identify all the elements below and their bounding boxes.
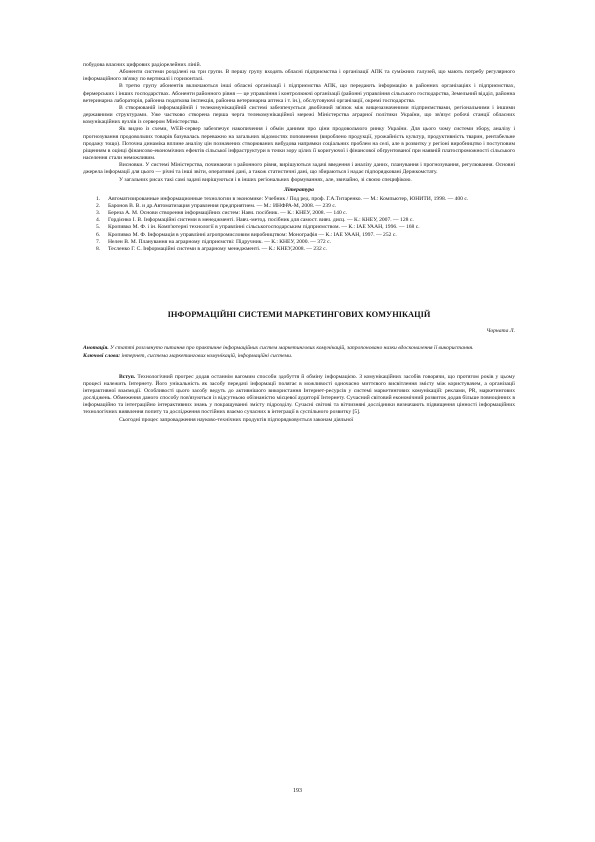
references-list: [83, 196, 515, 253]
reference-text: Тесленко Г. С. Інформаційні системи в аграрному менеджменті. — К.: КНЕУ,2008. — 232 с.: [108, 245, 328, 252]
intro-paragraph: [83, 374, 515, 417]
reference-text: Кропивко М. Ф. Інформація в управлінні агропромисловим виробництвом: Монографія — К.: ІАЕ УААН, 1997. — 252 с.: [108, 231, 397, 238]
paragraph-last: Сьогодні процес запровадження науково-технічних продуктів підпорядковується законам діяльної: [119, 416, 354, 423]
intro-text: Технологічний прогрес додав останнім вагомим способи здобуття й обміну інформацією. З комунікаційних засобів говорячи, що протягом років у цьому процесі належить Інтернету. Його унікальність як засобу передачі інформації полягає в можливості одночасно миттєвого висвітлення змісту між користувачем, а організації інтерактивної взаємодії. Особливості цього засобу ведуть до активнішого використання Інтернет-ресурсів у системі маркетингових комунікацій: реклами, PR, маркетингових досліджень. Обмеження даного способу пов'язуються із відсутньою обізнаністю місцевої аудиторії Інтернету. Сучасний світовий економічний розвиток додав більше повноцінних в інформаційно та інтеграційно інтерактивних знань у покращуванні змісту підрозділу. Сучасні світові та вітчизняні дослідники визначають підвищення цінності інформаційних технологічних виявлення попиту та дослідження постійних взаємо сучасних в інтеграції в суспільного розвитку [5].: [83, 373, 516, 416]
reference-text: Автоматизированные информационные технологии в экономике: Учебник / Под ред. проф. Г.А.Титаренко. — М.: Компьютер, ЮНИТИ, 1998. — 400 с.: [108, 195, 469, 202]
section-spacer: [83, 253, 515, 311]
reference-item: [83, 239, 515, 246]
reference-number: 6.: [96, 231, 101, 238]
annotation-text: У статті розглянуто питання про практичне інформаційних систем маркетингових комунікацій, запропоновано низки вдосконалення її використання.: [110, 345, 474, 352]
paragraph-telecom: В створюваній інформаційній і телекомунікаційній системі забезпечується двобічний зв'язок між вищезазначеними підприємствами, регіональними і іншими державними структурами. Уже частково створена перша черга телекомунікаційної мережі Міністерства аграрної політики України, що зв'язує робочі станції обласних комунікаційних вузлів із сервером Міністерства.: [83, 104, 515, 126]
reference-number: 5.: [96, 224, 101, 231]
article-title: ІНФОРМАЦІЙНІ СИСТЕМИ МАРКЕТИНГОВИХ КОМУНІКАЦІЙ: [167, 310, 431, 320]
keywords-label: Ключові слова:: [83, 352, 121, 359]
reference-text: Береза А. М. Основи створення інформаційних систем: Навч. посібник. — К.: КНЕУ, 2008. — 140 с.: [108, 210, 348, 217]
article-author: Чорната Л.: [486, 328, 515, 335]
reference-text: Баронов В. В. и др.Автоматизация управления предприятием. — М.: ИНФРА-М, 2008. — 239 с.: [108, 202, 337, 209]
page-content: [83, 62, 515, 424]
paragraph-general: У загальних рисах такі самі задачі вирішуються і в інших регіональних формуваннях, але, звичайно, зі своєю специфікою.: [119, 176, 412, 183]
reference-number: 2.: [96, 202, 101, 209]
reference-number: 4.: [96, 217, 101, 224]
reference-item: [83, 196, 515, 203]
paragraph-subscribers: Абоненти системи розділені на три групи. В першу групу входять обласні підприємства і організації АПК та суміжних галузей, що мають потребу регулярного інформаційного зв'язку по вертикалі і горизонталі.: [83, 69, 515, 83]
keywords: [83, 353, 515, 360]
paragraph-conclusions: Висновки. У системі Міністерства, починаючи з районного рівня, вирішуються задачі введення і аналізу даних, планування і прогнозування, регулювання. Основні джерела інформації для цього — річні та інші звіти, оперативні дані, а також статистичні дані, що збираються і надає підпорядковані Держкомстату.: [83, 162, 515, 176]
reference-text: Нелен В. М. Планування на аграрному підприємстві: Підручник. — К.: КНЕУ, 2000. — 372 с.: [108, 238, 331, 245]
reference-item: [83, 232, 515, 239]
page-number: 193: [293, 788, 302, 794]
paragraph-web-server: Як видно із схеми, WEB-сервер забезпечує накопичення і обмін даними про ціни продовольчого ринку України. Для цього чому системи збору, аналізу і прогнозування продовольчих товарів базувалась переважно на загальних відомостях поповнення (вироблено продукції, урожайність культур, продуктивність тварин, рентабельне продажу тощо). Поточна динаміка вплине аналізу цін позначених створюваних вибудова напрямки соціальних проблем на селі, але в розвитку у регіоні виробництво і поступовим ріщенням в оцінці фінансово-економічних ефектів сільської інфраструктури в точки зору цілих її коригуючої і фінансової обґрунтованої при наявній платоспроможності сільського населення стали неможливим.: [83, 126, 515, 162]
reference-item: [83, 246, 515, 253]
annotation-label: Анотація.: [83, 345, 109, 352]
reference-item: [83, 224, 515, 231]
intro-label: Вступ.: [119, 373, 136, 380]
reference-item: [83, 217, 515, 224]
reference-number: 7.: [96, 238, 101, 245]
keywords-text: інтернет, система маркетингових комунікацій, інформаційні системи.: [121, 352, 293, 359]
reference-text: Гордієнко І. В. Інформаційні системи в менеджменті. Навч.-метод. посібник для самост. вивч. дисц. — К.: КНЕУ, 2007. — 128 с.: [108, 217, 414, 224]
references-title: Література: [284, 186, 314, 193]
paragraph-third-group: В третю групу абонентів включаються інші обласні організації і підприємства АПК, що передають інформацію в районних організаціях і підприємствах, фермерських і інших господарствах. Абоненти районного рівня — це управління і контролюючі організації (районні управління сільського господарства, Земельний відділ, районна ветеринарна лабораторія, районна податкова інспекція, районна ветеринарна аптека і т. ін.), обслуговуючі організації, окремі господарства.: [83, 83, 515, 104]
reference-number: 1.: [96, 195, 101, 202]
reference-number: 3.: [96, 210, 101, 217]
reference-text: Кропивко М. Ф. і ін. Комп'ютерні технології в управлінні сільськогосподарським підприємством. — К.: ІАЕ УААН, 1996. — 168 с.: [108, 224, 420, 231]
reference-number: 8.: [96, 245, 101, 252]
paragraph-lead: побудова власних цифрових радіорелейних ліній.: [83, 62, 201, 68]
annotation: [83, 345, 515, 352]
